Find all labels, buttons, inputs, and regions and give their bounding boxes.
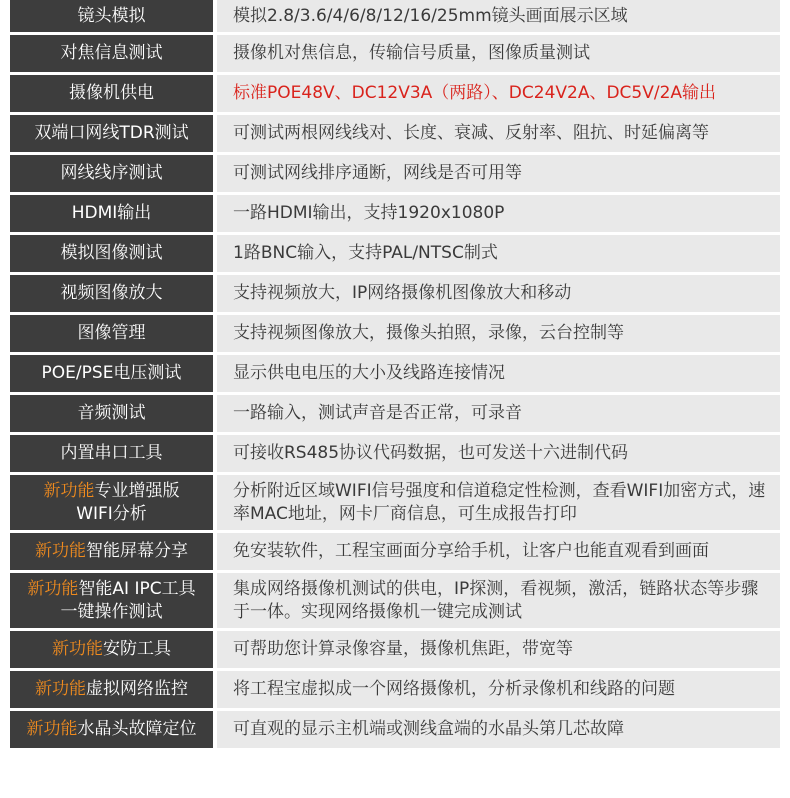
spec-row-security-tools xyxy=(10,631,780,668)
row-label xyxy=(10,573,213,628)
spec-row-zoom xyxy=(10,275,780,312)
row-label: POE/PSE电压测试 xyxy=(10,355,213,392)
spec-row-virtual-monitor xyxy=(10,671,780,708)
row-label: 模拟图像测试 xyxy=(10,235,213,272)
row-label xyxy=(10,631,213,668)
row-value: 支持视频图像放大，摄像头拍照，录像，云台控制等 xyxy=(217,315,780,352)
label-line xyxy=(27,578,195,601)
row-label: HDMI输出 xyxy=(10,195,213,232)
row-value: 将工程宝虚拟成一个网络摄像机，分析录像机和线路的问题 xyxy=(217,671,780,708)
label-line xyxy=(52,638,171,661)
label-text: 虚拟网络监控 xyxy=(86,679,188,699)
row-label: 视频图像放大 xyxy=(10,275,213,312)
label-text: 水晶头故障定位 xyxy=(77,719,197,739)
row-value: 免安装软件，工程宝画面分享给手机，让客户也能直观看到画面 xyxy=(217,533,780,570)
row-label xyxy=(10,533,213,570)
row-value: 摄像机对焦信息，传输信号质量，图像质量测试 xyxy=(217,35,780,72)
spec-row-audio xyxy=(10,395,780,432)
row-value: 支持视频放大，IP网络摄像机图像放大和移动 xyxy=(217,275,780,312)
spec-row-serial xyxy=(10,435,780,472)
spec-row-poe-voltage xyxy=(10,355,780,392)
label-text: 智能AI IPC工具 xyxy=(78,578,196,599)
spec-row-focus xyxy=(10,35,780,72)
spec-row-screen-share xyxy=(10,533,780,570)
label-text: 智能屏幕分享 xyxy=(86,541,188,561)
row-value: 分析附近区域WIFI信号强度和信道稳定性检测，查看WIFI加密方式，速率MAC地址，网卡厂商信息，可生成报告打印 xyxy=(217,475,780,530)
spec-row-lens xyxy=(10,0,780,32)
row-label: 双端口网线TDR测试 xyxy=(10,115,213,152)
row-label: 对焦信息测试 xyxy=(10,35,213,72)
spec-row-image-mgmt xyxy=(10,315,780,352)
label-line: WIFI分析 xyxy=(76,503,147,524)
row-value: 可测试两根网线线对、长度、衰减、反射率、阻抗、时延偏离等 xyxy=(217,115,780,152)
spec-row-cable-order xyxy=(10,155,780,192)
row-value: 一路输入，测试声音是否正常，可录音 xyxy=(217,395,780,432)
row-label: 图像管理 xyxy=(10,315,213,352)
row-value: 模拟2.8/3.6/4/6/8/12/16/25mm镜头画面展示区域 xyxy=(217,0,780,32)
row-label: 镜头模拟 xyxy=(10,0,213,32)
row-value: 1路BNC输入，支持PAL/NTSC制式 xyxy=(217,235,780,272)
row-label xyxy=(10,711,213,748)
row-value: 集成网络摄像机测试的供电，IP探测，看视频，激活，链路状态等步骤于一体。实现网络摄像机一键完成测试 xyxy=(217,573,780,628)
label-line xyxy=(35,678,188,701)
label-text: 专业增强版 xyxy=(94,480,180,501)
spec-row-power xyxy=(10,75,780,112)
label-text: 安防工具 xyxy=(103,639,171,659)
new-feature-tag: 新功能 xyxy=(35,541,86,561)
row-value: 可直观的显示主机端或测线盒端的水晶头第几芯故障 xyxy=(217,711,780,748)
spec-row-rj45-fault xyxy=(10,711,780,748)
new-feature-tag: 新功能 xyxy=(43,480,95,501)
row-value: 可帮助您计算录像容量，摄像机焦距，带宽等 xyxy=(217,631,780,668)
row-value: 可接收RS485协议代码数据，也可发送十六进制代码 xyxy=(217,435,780,472)
label-line xyxy=(27,718,197,741)
spec-row-tdr xyxy=(10,115,780,152)
spec-row-wifi xyxy=(10,475,780,530)
row-label xyxy=(10,475,213,530)
spec-row-hdmi xyxy=(10,195,780,232)
label-line: 一键操作测试 xyxy=(60,601,163,622)
row-label: 音频测试 xyxy=(10,395,213,432)
row-value: 显示供电电压的大小及线路连接情况 xyxy=(217,355,780,392)
spec-table xyxy=(10,0,780,751)
new-feature-tag: 新功能 xyxy=(35,679,86,699)
spec-row-analog xyxy=(10,235,780,272)
row-value: 一路HDMI输出，支持1920x1080P xyxy=(217,195,780,232)
new-feature-tag: 新功能 xyxy=(26,719,78,739)
row-value: 可测试网线排序通断，网线是否可用等 xyxy=(217,155,780,192)
row-label: 摄像机供电 xyxy=(10,75,213,112)
row-label: 网线线序测试 xyxy=(10,155,213,192)
row-label: 内置串口工具 xyxy=(10,435,213,472)
new-feature-tag: 新功能 xyxy=(52,639,103,659)
row-label xyxy=(10,671,213,708)
row-value-highlight: 标准POE48V、DC12V3A（两路）、DC24V2A、DC5V/2A输出 xyxy=(217,75,780,112)
label-line xyxy=(35,540,188,563)
label-line xyxy=(44,480,180,503)
spec-row-ai-ipc xyxy=(10,573,780,628)
new-feature-tag: 新功能 xyxy=(27,578,79,599)
